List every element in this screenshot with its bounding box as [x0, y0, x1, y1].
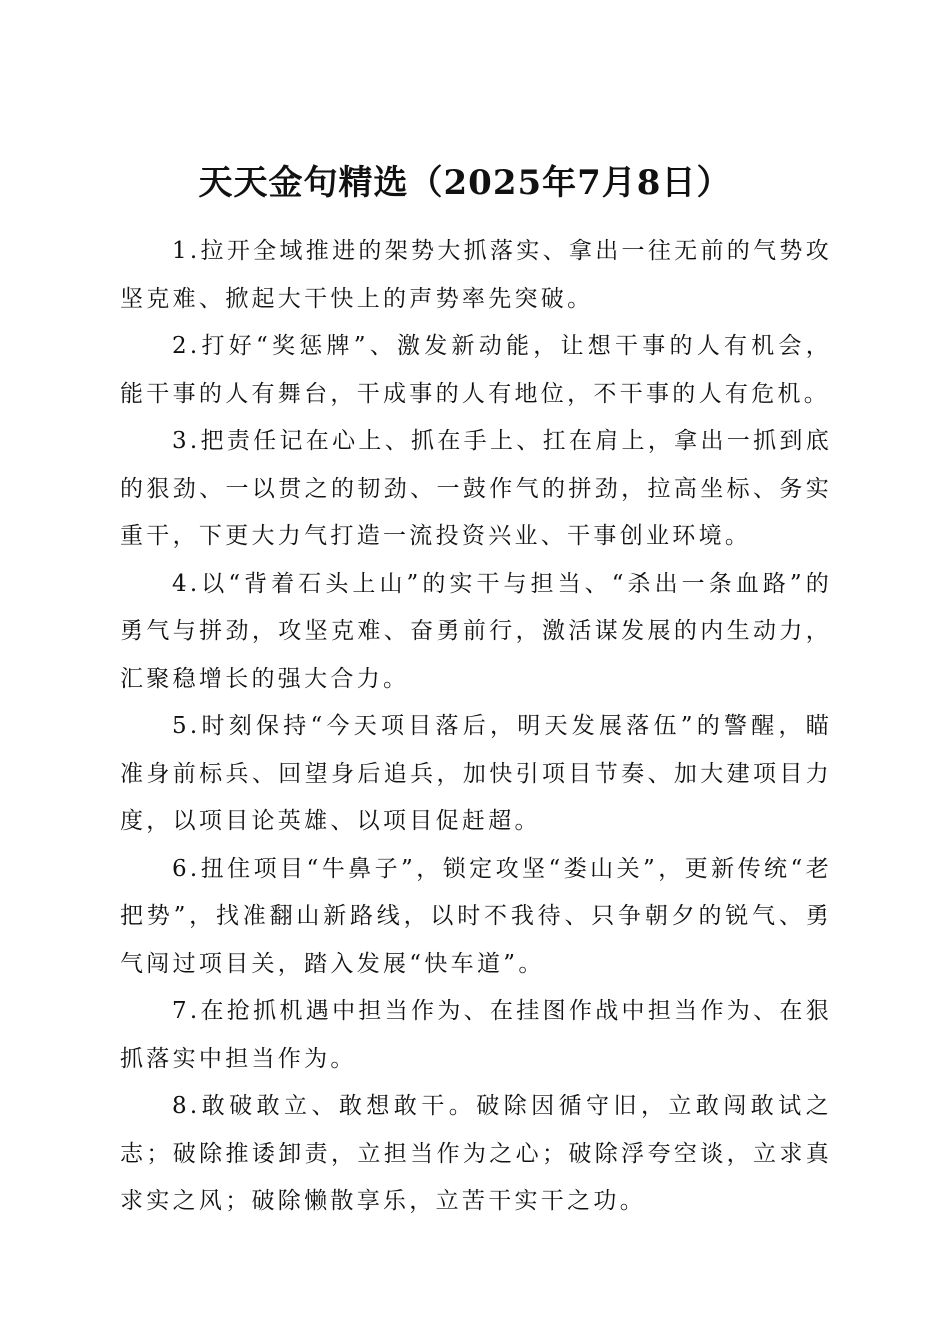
paragraph-4: 4.以“背着石头上山”的实干与担当、“杀出一条血路”的勇气与拼劲，攻坚克难、奋勇前行，激活谋发展的内生动力，汇聚稳增长的强大合力。 [120, 570, 832, 692]
document-body [120, 228, 832, 1226]
document-title: 天天金句精选（2025年7月8日） [198, 162, 732, 203]
paragraph-2: 2.打好“奖惩牌”、激发新动能，让想干事的人有机会，能干事的人有舞台，干成事的人有地位，不干事的人有危机。 [120, 333, 832, 407]
paragraph-8: 8.敢破敢立、敢想敢干。破除因循守旧，立敢闯敢试之志；破除推诿卸责，立担当作为之心；破除浮夸空谈，立求真求实之风；破除懒散享乐，立苦干实干之功。 [120, 1093, 832, 1214]
paragraph-6: 6.扭住项目“牛鼻子”，锁定攻坚“娄山关”，更新传统“老把势”，找准翻山新路线，以时不我待、只争朝夕的锐气、勇气闯过项目关，踏入发展“快车道”。 [120, 855, 832, 977]
paragraph-1: 1.拉开全域推进的架势大抓落实、拿出一往无前的气势攻坚克难、掀起大干快上的声势率先突破。 [120, 238, 832, 312]
paragraph-7: 7.在抢抓机遇中担当作为、在挂图作战中担当作为、在狠抓落实中担当作为。 [120, 998, 832, 1072]
paragraph-5: 5.时刻保持“今天项目落后，明天发展落伍”的警醒，瞄准身前标兵、回望身后追兵，加快引项目节奏、加大建项目力度，以项目论英雄、以项目促赶超。 [120, 713, 832, 834]
paragraph-3: 3.把责任记在心上、抓在手上、扛在肩上，拿出一抓到底的狠劲、一以贯之的韧劲、一鼓作气的拼劲，拉高坐标、务实重干，下更大力气打造一流投资兴业、干事创业环境。 [120, 428, 832, 549]
